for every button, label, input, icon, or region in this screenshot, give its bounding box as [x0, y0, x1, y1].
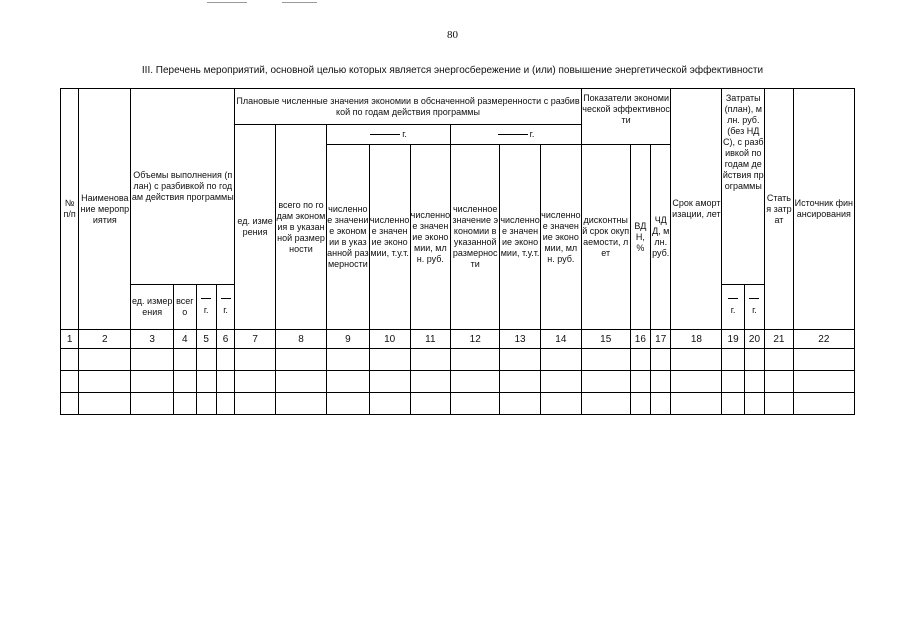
header-y1-value-tut: численное значение экономии, т.у.т. [369, 145, 410, 330]
table-cell [79, 393, 131, 415]
column-number-cell: 7 [235, 330, 276, 349]
table-cell [651, 393, 671, 415]
cost-year-1-blank [728, 298, 738, 299]
table-cell [540, 349, 581, 371]
table-cell [410, 349, 451, 371]
table-cell [722, 371, 744, 393]
table-cell [793, 371, 854, 393]
measures-table [60, 88, 855, 415]
table-cell [410, 371, 451, 393]
table-cell [131, 393, 174, 415]
page-number: 80 [447, 29, 458, 41]
top-rule-1 [207, 2, 247, 3]
table-cell [131, 371, 174, 393]
header-planned-savings: Плановые численные значения экономии в обсначенной размеренности с разбивкой по годам действия программы [235, 89, 582, 125]
table-cell [326, 393, 369, 415]
table-cell [630, 371, 650, 393]
header-volume-year-1 [196, 285, 216, 330]
table-cell [765, 371, 794, 393]
table-cell [276, 371, 327, 393]
year-2-blank [498, 133, 528, 135]
header-y2-value-dim: численное значение экономии в указанной размерности [451, 145, 500, 330]
column-number-cell: 10 [369, 330, 410, 349]
header-funding-source: Источник финансирования [793, 89, 854, 330]
table-cell [765, 393, 794, 415]
header-cost-item: Статья затрат [765, 89, 794, 330]
table-cell [744, 371, 764, 393]
header-y1-value-dim: численное значение экономии в указанной размерности [326, 145, 369, 330]
table-cell [671, 393, 722, 415]
table-cell [540, 371, 581, 393]
section-heading: III. Перечень мероприятий, основной целью которых является энергосбережение и (или) повышение энергетической эффективности [141, 65, 764, 76]
column-number-cell: 15 [581, 330, 630, 349]
table-cell [765, 349, 794, 371]
table-cell [410, 393, 451, 415]
header-volume-total: всего [174, 285, 196, 330]
table-cell [196, 349, 216, 371]
column-number-cell: 22 [793, 330, 854, 349]
header-year-1 [326, 125, 450, 145]
table-cell [671, 371, 722, 393]
volume-year-1-suffix: г. [203, 305, 209, 315]
header-volume-year-2 [216, 285, 234, 330]
header-year-2 [451, 125, 582, 145]
column-number-cell: 6 [216, 330, 234, 349]
table-cell [369, 349, 410, 371]
table-cell [671, 349, 722, 371]
cost-year-2-blank [749, 298, 759, 299]
header-irr: ВДН, % [630, 145, 650, 330]
header-cost-year-1 [722, 285, 744, 330]
table-cell [61, 349, 79, 371]
table-cell [174, 393, 196, 415]
header-y2-value-rub: численное значение экономии, млн. руб. [540, 145, 581, 330]
table-cell [235, 371, 276, 393]
table-cell [651, 371, 671, 393]
table-cell [216, 371, 234, 393]
top-rule-2 [282, 2, 317, 3]
year-1-blank [370, 133, 400, 135]
volume-year-2-suffix: г. [223, 305, 228, 315]
table-cell [79, 349, 131, 371]
volume-year-2-blank [221, 298, 231, 299]
header-volume-unit: ед. измерения [131, 285, 174, 330]
table-cell [651, 349, 671, 371]
table-cell [235, 349, 276, 371]
table-cell [630, 349, 650, 371]
table-cell [276, 349, 327, 371]
column-number-cell: 18 [671, 330, 722, 349]
header-y1-value-rub: численное значение экономии, млн. руб. [410, 145, 451, 330]
column-number-cell: 8 [276, 330, 327, 349]
table-cell [793, 393, 854, 415]
column-number-cell: 3 [131, 330, 174, 349]
cost-year-1-suffix: г. [730, 305, 736, 315]
table-cell [581, 371, 630, 393]
table-cell [196, 393, 216, 415]
table-cell [216, 393, 234, 415]
table-cell [326, 371, 369, 393]
volume-year-1-blank [201, 298, 211, 299]
table-cell [500, 393, 541, 415]
column-number-cell: 12 [451, 330, 500, 349]
column-number-cell: 5 [196, 330, 216, 349]
table-cell [744, 393, 764, 415]
header-row-number: № п/п [61, 89, 79, 330]
column-number-cell: 20 [744, 330, 764, 349]
header-efficiency-indicators: Показатели экономической эффективности [581, 89, 671, 145]
header-measure-name: Наименование мероприятия [79, 89, 131, 330]
header-volumes: Объемы выполнения (план) с разбивкой по годам действия программы [131, 89, 235, 285]
header-payback: дисконтный срок окупаемости, лет [581, 145, 630, 330]
table-cell [216, 349, 234, 371]
column-number-cell: 19 [722, 330, 744, 349]
table-cell [174, 371, 196, 393]
table-cell [196, 371, 216, 393]
table-cell [276, 393, 327, 415]
table-cell [722, 349, 744, 371]
column-number-cell: 16 [630, 330, 650, 349]
table-cell [500, 371, 541, 393]
table-cell [369, 371, 410, 393]
table-cell [174, 349, 196, 371]
column-number-cell: 11 [410, 330, 451, 349]
column-number-cell: 1 [61, 330, 79, 349]
cost-year-2-suffix: г. [752, 305, 757, 315]
column-number-cell: 4 [174, 330, 196, 349]
table-cell [61, 371, 79, 393]
column-number-cell: 14 [540, 330, 581, 349]
year-2-suffix: г. [529, 129, 535, 139]
blank-row-2 [61, 371, 855, 393]
table-cell [326, 349, 369, 371]
table-cell [581, 393, 630, 415]
header-npv: ЧДД, млн. руб. [651, 145, 671, 330]
table-cell [451, 393, 500, 415]
column-number-row [61, 330, 855, 349]
table-cell [131, 349, 174, 371]
table-cell [451, 349, 500, 371]
table-cell [451, 371, 500, 393]
table-cell [630, 393, 650, 415]
header-cost-year-2 [744, 285, 764, 330]
table-cell [500, 349, 541, 371]
header-planned-total: всего по годам экономия в указанной размерности [276, 125, 327, 330]
blank-row-1 [61, 349, 855, 371]
blank-row-3 [61, 393, 855, 415]
header-costs: Затраты (план), млн. руб. (без НДС), с разбивкой по годам действия программы [722, 89, 765, 285]
column-number-cell: 13 [500, 330, 541, 349]
header-y2-value-tut: численное значение экономии, т.у.т. [500, 145, 541, 330]
year-1-suffix: г. [402, 129, 407, 139]
table-cell [540, 393, 581, 415]
column-number-cell: 17 [651, 330, 671, 349]
table-cell [793, 349, 854, 371]
table-cell [235, 393, 276, 415]
column-number-cell: 2 [79, 330, 131, 349]
column-number-cell: 21 [765, 330, 794, 349]
header-planned-unit: ед. измерения [235, 125, 276, 330]
table-cell [79, 371, 131, 393]
header-amortization: Срок амортизации, лет [671, 89, 722, 330]
table-cell [744, 349, 764, 371]
table-cell [722, 393, 744, 415]
column-number-cell: 9 [326, 330, 369, 349]
table-cell [581, 349, 630, 371]
table-cell [61, 393, 79, 415]
table-cell [369, 393, 410, 415]
